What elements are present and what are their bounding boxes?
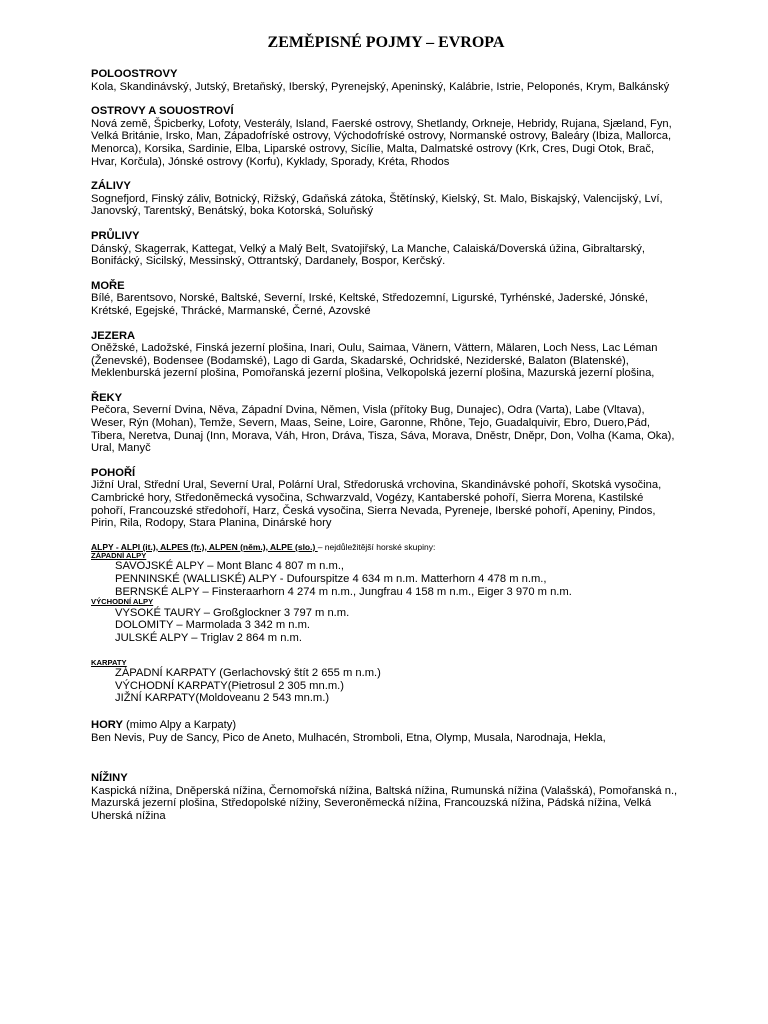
- section-text: Kaspická nížina, Dněperská nížina, Černomořská nížina, Baltská nížina, Rumunská nížina (Valašská), Pomořanská n., Mazurská jezerní plošina, Středopolské nížiny, Severoněmecká nížina, Francouzská nížina, Pádská nížina, Velká Uherská nížina: [91, 784, 678, 822]
- hory-heading: HORY: [91, 718, 123, 731]
- east-alps-heading: VÝCHODNÍ ALPY: [91, 597, 154, 607]
- list-item: PENNINSKÉ (WALLISKÉ) ALPY - Dufourspitze 4 634 m n.m. Matterhorn 4 478 m n.m.,: [115, 573, 547, 585]
- list-item: BERNSKÉ ALPY – Finsteraarhorn 4 274 m n.m., Jungfrau 4 158 m n.m., Eiger 3 970 m n.m.: [115, 585, 572, 598]
- list-item: ZÁPADNÍ KARPATY (Gerlachovský štít 2 655 m n.m.): [115, 667, 381, 680]
- section-pruliv: [91, 230, 681, 268]
- alps-heading-names: ALPY - ALPI (it.), ALPES (fr.), ALPEN (něm.), ALPE (slo.): [91, 541, 318, 552]
- list-item: DOLOMITY – Marmolada 3 342 m n.m.: [115, 619, 311, 632]
- section-heading: ZÁLIVY: [91, 180, 131, 193]
- section-zalivy: [91, 180, 681, 218]
- alps-heading-rest: – nejdůležitější horské skupiny:: [317, 541, 436, 552]
- hory-heading-rest: (mimo Alpy a Karpaty): [122, 718, 237, 731]
- list-item: JULSKÉ ALPY – Triglav 2 864 m n.m.: [115, 631, 302, 644]
- section-text: Kola, Skandinávský, Jutský, Bretaňský, Iberský, Pyrenejský, Apeninský, Kalábrie, Istrie, Peloponés, Krym, Balkánský: [91, 80, 670, 93]
- section-poloostrovy: [91, 68, 681, 93]
- section-heading: PRŮLIVY: [91, 229, 140, 242]
- section-heading: POLOOSTROVY: [91, 68, 178, 80]
- section-pohori: [91, 467, 681, 530]
- section-heading: ŘEKY: [91, 391, 123, 404]
- section-heading: MOŘE: [91, 279, 125, 292]
- alps-heading: [91, 542, 681, 552]
- section-heading: [91, 719, 681, 732]
- section-text: Oněžské, Ladožské, Finská jezerní plošina, Inari, Oulu, Saimaa, Vänern, Vättern, Mälaren, Loch Ness, Lac Léman (Ženevské), Bodensee (Bodamské), Lago di Garda, Skadarské, Ochridské, Neziderské, Balaton (Blatenské), Meklenburská jezerní plošina, Pomořanská jezerní plošina, Velkopolská jezerní plošina, Mazurská jezerní plošina,: [91, 342, 658, 380]
- section-more: [91, 280, 681, 318]
- section-text: Bílé, Barentsovo, Norské, Baltské, Severní, Irské, Keltské, Středozemní, Ligurské, Tyrhénské, Jaderské, Jónské, Krétské, Egejské, Thrácké, Marmanské, Černé, Azovské: [91, 292, 648, 317]
- section-reky: [91, 392, 681, 455]
- section-text: Pečora, Severní Dvina, Něva, Západní Dvina, Němen, Visla (přítoky Bug, Dunajec), Odra (Varta), Labe (Vltava), Weser, Rýn (Mohan), Temže, Severn, Maas, Seine, Loire, Garonne, Rhône, Tejo, Guadalquivir, Ebro, Duero,Pád, Tibera, Neretva, Dunaj (Inn, Morava, Váh, Hron, Dráva, Tisza, Sáva, Morava, Dněstr, Dněpr, Don, Volha (Kama, Oka), Ural, Manyč: [91, 404, 675, 455]
- section-text: Ben Nevis, Puy de Sancy, Pico de Aneto, Mulhacén, Stromboli, Etna, Olymp, Musala, Narodnaja, Hekla,: [91, 731, 606, 744]
- section-text: Jižní Ural, Střední Ural, Severní Ural, Polární Ural, Středoruská vrchovina, Skandinávské pohoří, Skotská vysočina, Cambrické hory, Středoněmecká vysočina, Schwarzvald, Vogézy, Kantaberské pohoří, Sierra Morena, Kastilské pohoří, Francouzské středohoří, Harz, Česká vysočina, Sierra Nevada, Pyreneje, Iberské pohoří, Apeniny, Pindos, Pirin, Rila, Rodopy, Stara Planina, Dinárské hory: [91, 479, 662, 530]
- karpaty-block: [91, 659, 681, 705]
- section-ostrovy: [91, 105, 681, 168]
- section-text: Nová země, Špicberky, Lofoty, Vesterály, Island, Faerské ostrovy, Shetlandy, Orkneje, Hebridy, Rujana, Sjæland, Fyn, Velká Británie, Irsko, Man, Západofríské ostrovy, Východofríské ostrovy, Normanské ostrovy, Baleáry (Ibiza, Mallorca, Menorca), Korsika, Sardinie, Elba, Liparské ostrovy, Sicílie, Malta, Dalmatské ostrovy (Krk, Cres, Dugi Otok, Brač, Hvar, Korčula), Jónské ostrovy (Korfu), Kyklady, Sporady, Kréta, Rhodos: [91, 117, 672, 168]
- list-item: VYSOKÉ TAURY – Großglockner 3 797 m n.m.: [115, 606, 350, 619]
- west-alps-heading: ZÁPADNÍ ALPY: [91, 550, 147, 560]
- section-niziny: [91, 772, 681, 822]
- section-heading: JEZERA: [91, 329, 136, 342]
- document-title: ZEMĚPISNÉ POJMY – EVROPA: [267, 34, 505, 51]
- section-text: Sognefjord, Finský záliv, Botnický, Rižský, Gdaňská zátoka, Štětínský, Kielský, St. Malo, Biskajský, Valencijský, Lví, Janovský, Tarentský, Benátský, boka Kotorská, Soluňský: [91, 192, 663, 218]
- karpaty-heading: KARPATY: [91, 657, 127, 667]
- alps-block: [91, 542, 681, 645]
- document-page: [91, 34, 681, 823]
- section-hory: [91, 719, 681, 744]
- section-text: Dánský, Skagerrak, Kattegat, Velký a Malý Belt, Svatojiřský, La Manche, Calaiská/Doverská úžina, Gibraltarský, Bonifácký, Sicilský, Messinský, Ottrantský, Dardanely, Bospor, Kerčský.: [91, 242, 646, 268]
- list-item: SAVOJSKÉ ALPY – Mont Blanc 4 807 m n.m.,: [115, 560, 345, 573]
- section-heading: NÍŽINY: [91, 772, 128, 785]
- list-item: VÝCHODNÍ KARPATY(Pietrosul 2 305 mn.m.): [115, 679, 344, 692]
- section-heading: OSTROVY A SOUOSTROVÍ: [91, 105, 234, 118]
- section-jezera: [91, 330, 681, 380]
- list-item: JIŽNÍ KARPATY(Moldoveanu 2 543 mn.m.): [115, 692, 330, 705]
- section-heading: POHOŘÍ: [91, 466, 136, 479]
